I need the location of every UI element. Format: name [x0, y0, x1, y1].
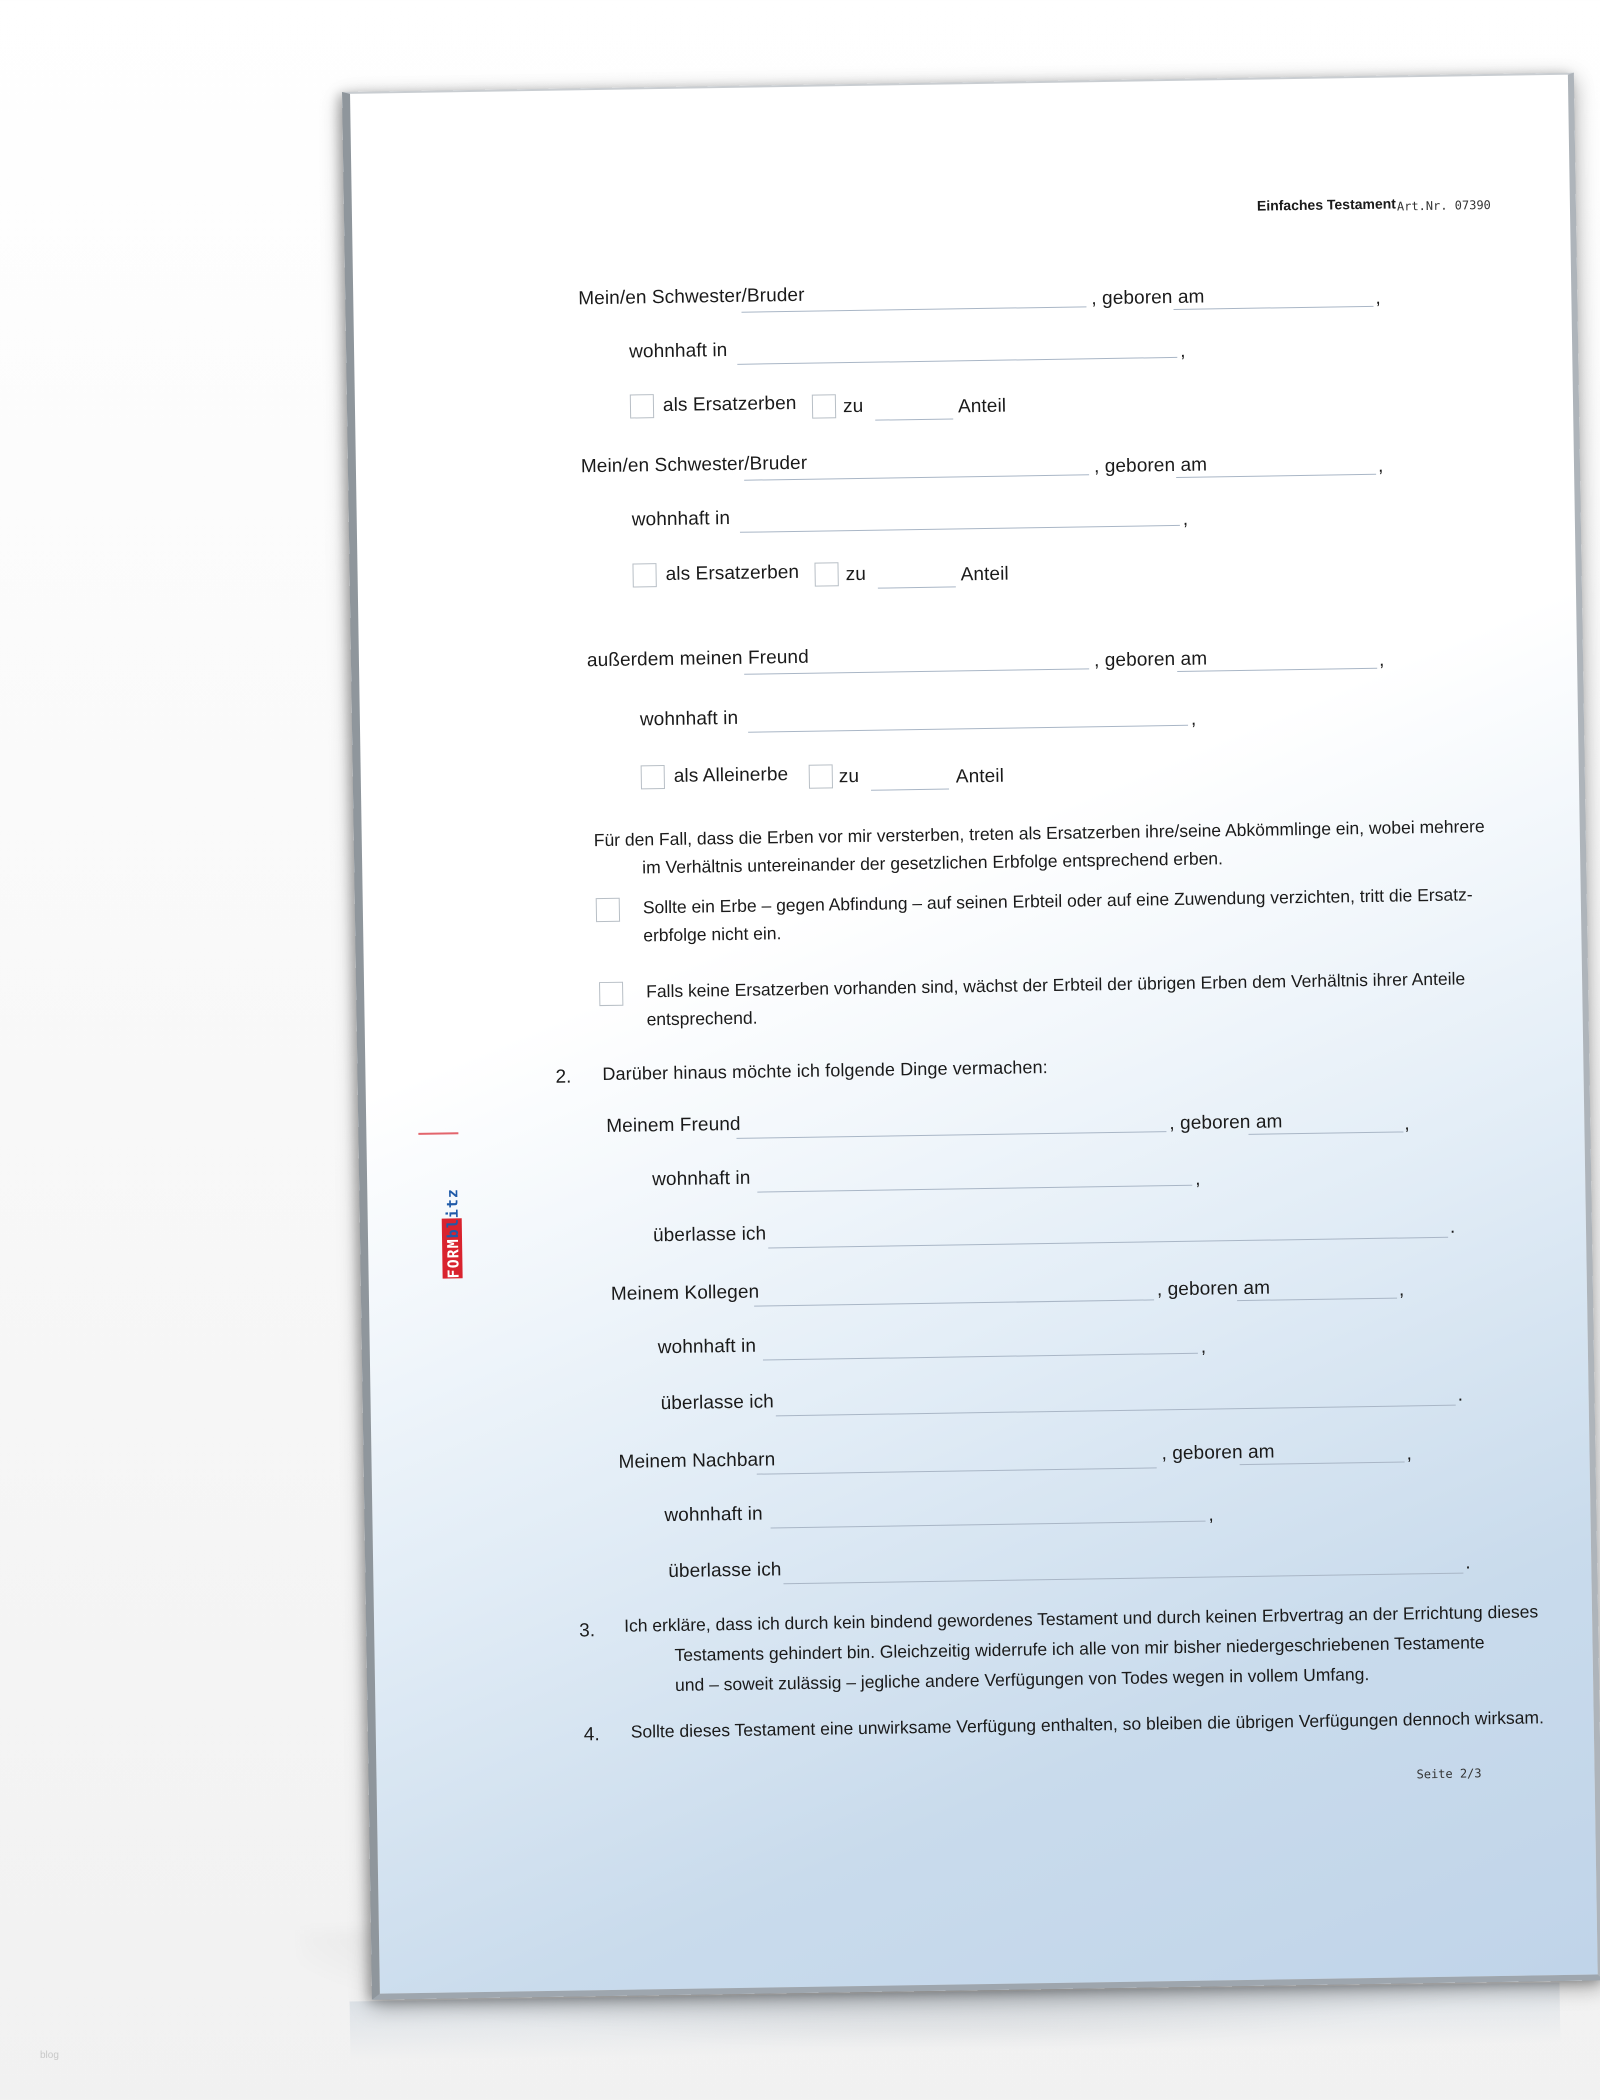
- watermark-text: blog: [40, 2050, 59, 2061]
- legacy1-item-field[interactable]: [768, 1237, 1448, 1249]
- legacy3-address-field[interactable]: [771, 1521, 1206, 1529]
- accrual-text-line1: Falls keine Ersatzerben vorhanden sind, wächst der Erbteil der übrigen Erben dem Verhältnis ihrer Anteile: [646, 968, 1466, 1002]
- substitute-heirs-text-line1: Für den Fall, dass die Erben vor mir versterben, treten als Ersatzerben ihre/seine Abkömmlinge ein, wobei mehrere: [593, 816, 1485, 851]
- legacy3-name-field[interactable]: [757, 1467, 1157, 1474]
- heir3-resident-label: wohnhaft in: [639, 707, 739, 731]
- legacy1-period: .: [1449, 1216, 1456, 1238]
- legacy2-label: Meinem Kollegen: [610, 1281, 760, 1305]
- heir3-label: außerdem meinen Freund: [586, 646, 809, 672]
- legacy1-name-field[interactable]: [736, 1131, 1166, 1139]
- waiver-checkbox[interactable]: [596, 898, 620, 922]
- logo-text: [440, 1132, 464, 1278]
- heir2-name-field[interactable]: [744, 474, 1089, 480]
- heir1-share-checkbox[interactable]: [812, 394, 836, 418]
- heir1-address-field[interactable]: [737, 357, 1177, 365]
- legacy1-label: Meinem Freund: [606, 1113, 741, 1137]
- accrual-checkbox[interactable]: [599, 982, 623, 1006]
- section3-line1: Ich erkläre, dass ich durch kein bindend gewordenes Testament und durch keinen Erbvertrag an der Errichtung dieses: [623, 1601, 1539, 1636]
- legacy3-born-label: , geboren am: [1161, 1441, 1275, 1465]
- heir2-share-label: Anteil: [960, 563, 1009, 586]
- legacy1-comma2: ,: [1195, 1168, 1201, 1190]
- waiver-text-line1: Sollte ein Erbe – gegen Abfindung – auf seinen Erbteil oder auf eine Zuwendung verzichten, tritt die Ersatz-: [642, 884, 1473, 918]
- legacy3-comma: ,: [1406, 1443, 1413, 1465]
- heir1-label: Mein/en Schwester/Bruder: [578, 284, 805, 310]
- legacy1-resident-label: wohnhaft in: [651, 1167, 751, 1191]
- accrual-text-line2: entsprechend.: [646, 1007, 758, 1030]
- legacy3-item-field[interactable]: [783, 1573, 1463, 1585]
- document-title: Einfaches Testament: [1256, 195, 1397, 214]
- waiver-text-line2: erbfolge nicht ein.: [643, 923, 782, 946]
- legacy2-comma: ,: [1398, 1279, 1405, 1301]
- page-number: Seite 2/3: [1416, 1766, 1482, 1782]
- section3-line3: und – soweit zulässig – jegliche andere Verfügungen von Todes wegen in vollem Umfang.: [674, 1664, 1370, 1695]
- heir3-sole-heir-label: als Alleinerbe: [673, 764, 789, 787]
- heir3-share-field[interactable]: [871, 789, 949, 791]
- heir2-born-label: , geboren am: [1093, 454, 1208, 478]
- legacy1-leave-label: überlasse ich: [652, 1223, 767, 1247]
- section4-text: Sollte dieses Testament eine unwirksame Verfügung enthalten, so bleiben die übrigen Verfügungen dennoch wirksam.: [630, 1707, 1545, 1742]
- heir1-substitute-label: als Ersatzerben: [662, 392, 797, 416]
- legacy1-address-field[interactable]: [757, 1185, 1192, 1193]
- heir1-share-field[interactable]: [875, 418, 953, 420]
- heir1-substitute-checkbox[interactable]: [630, 394, 654, 418]
- heir3-sole-heir-checkbox[interactable]: [641, 765, 665, 789]
- heir3-born-label: , geboren am: [1093, 648, 1208, 672]
- heir1-share-label: Anteil: [957, 395, 1007, 418]
- heir3-share-checkbox[interactable]: [809, 764, 833, 788]
- legacy3-period: .: [1465, 1552, 1471, 1574]
- legacy3-comma2: ,: [1208, 1504, 1215, 1526]
- heir2-substitute-checkbox[interactable]: [632, 563, 656, 587]
- heir3-address-field[interactable]: [748, 725, 1188, 733]
- heir1-share-zu: zu: [842, 395, 864, 418]
- legacy2-resident-label: wohnhaft in: [657, 1335, 757, 1359]
- heir2-share-zu: zu: [845, 563, 867, 586]
- section2-intro: Darüber hinaus möchte ich folgende Dinge vermachen:: [602, 1057, 1048, 1085]
- article-number: Art.Nr. 07390: [1396, 197, 1491, 214]
- legacy2-comma2: ,: [1200, 1336, 1207, 1358]
- heir2-comma2: ,: [1182, 508, 1189, 530]
- heir3-comma: ,: [1378, 649, 1385, 671]
- legacy1-comma: ,: [1404, 1113, 1410, 1135]
- heir2-share-checkbox[interactable]: [814, 562, 838, 586]
- formblitz-logo: [440, 1132, 464, 1278]
- heir1-resident-label: wohnhaft in: [628, 339, 728, 363]
- legacy2-leave-label: überlasse ich: [660, 1391, 775, 1415]
- heir1-born-label: , geboren am: [1091, 286, 1205, 310]
- document-page: [342, 73, 1600, 2000]
- heir2-address-field[interactable]: [740, 525, 1180, 533]
- legacy3-label: Meinem Nachbarn: [618, 1449, 776, 1473]
- heir2-comma: ,: [1377, 455, 1384, 477]
- heir2-label: Mein/en Schwester/Bruder: [580, 452, 808, 478]
- section4-number: 4.: [583, 1724, 600, 1746]
- heir2-substitute-label: als Ersatzerben: [665, 561, 800, 585]
- section2-number: 2.: [555, 1066, 572, 1088]
- logo-blitz-text: blitz: [443, 1187, 463, 1239]
- legacy1-born-label: , geboren am: [1169, 1111, 1283, 1135]
- heir2-share-field[interactable]: [878, 586, 956, 588]
- heir3-comma2: ,: [1190, 708, 1197, 730]
- heir2-resident-label: wohnhaft in: [631, 507, 731, 531]
- section3-line2: Testaments gehindert bin. Gleichzeitig widerrufe ich alle von mir bisher niedergeschriebenen Testamente: [674, 1632, 1485, 1665]
- legacy2-name-field[interactable]: [754, 1299, 1154, 1306]
- legacy2-period: .: [1457, 1384, 1464, 1406]
- logo-form-text: FORM: [444, 1238, 463, 1279]
- heir1-comma2: ,: [1180, 340, 1186, 362]
- legacy2-item-field[interactable]: [776, 1405, 1456, 1417]
- legacy3-resident-label: wohnhaft in: [664, 1503, 763, 1527]
- heir3-name-field[interactable]: [744, 668, 1089, 674]
- legacy3-leave-label: überlasse ich: [668, 1559, 782, 1583]
- heir1-comma: ,: [1375, 287, 1381, 309]
- heir1-name-field[interactable]: [742, 306, 1087, 312]
- substitute-heirs-text-line2: im Verhältnis untereinander der gesetzlichen Erbfolge entsprechend erben.: [642, 848, 1224, 878]
- legacy2-address-field[interactable]: [763, 1353, 1198, 1361]
- heir3-share-label: Anteil: [955, 765, 1005, 788]
- section3-number: 3.: [579, 1620, 596, 1642]
- legacy2-born-label: , geboren am: [1156, 1277, 1271, 1301]
- heir3-share-zu: zu: [838, 765, 860, 788]
